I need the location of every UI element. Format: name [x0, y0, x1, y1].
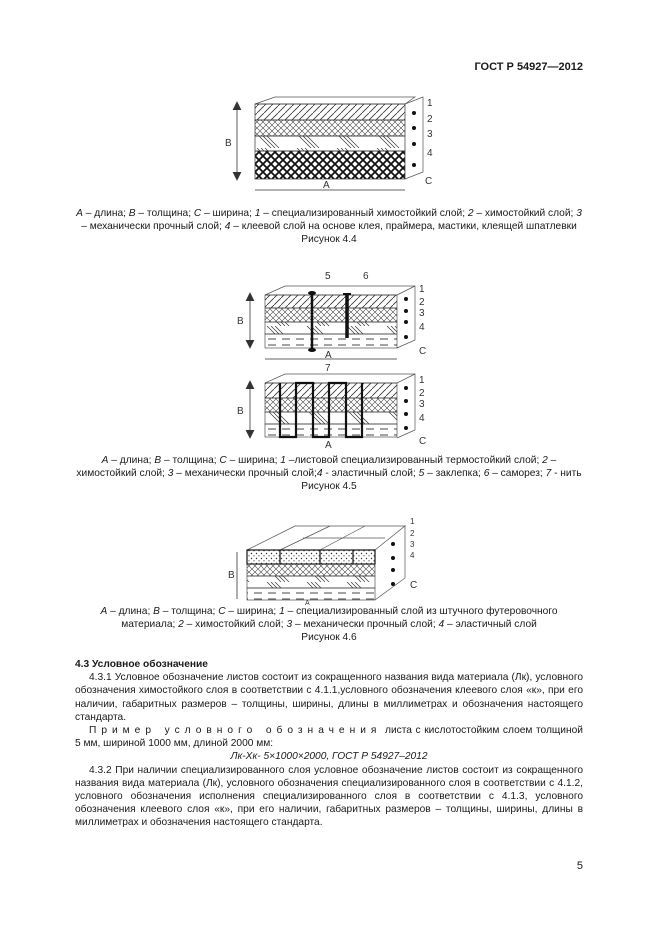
legend-description: – длина;: [107, 606, 154, 617]
legend-key: C: [218, 606, 226, 617]
legend-description: – саморез;: [489, 468, 546, 479]
legend-description: - эластичный слой;: [322, 468, 419, 479]
dimension-label-c: C: [425, 176, 433, 187]
layer-label-4: 4: [410, 551, 415, 560]
dimension-label-b: B: [228, 570, 235, 581]
legend-description: – заклепка;: [424, 468, 484, 479]
layer-label-3: 3: [419, 308, 425, 319]
legend-key: A: [100, 606, 108, 617]
legend-key: 1: [254, 208, 261, 219]
legend-description: –листовой специализированный термостойкий слой;: [285, 455, 543, 466]
layer-label-4: 4: [419, 413, 425, 424]
dimension-label-a: A: [325, 350, 332, 361]
layer-label-2: 2: [427, 114, 433, 125]
paragraph-4-3-2: 4.3.2 При наличии специализированного слоя условное обозначение листов состоит из сокращенного названия вида материала (Лк), условного обозначения специализированного слоя в соответствии с 4.1.2, условного обозначения исполнения специализированного слоя в соответствии с 4.1.3, условного обозначения клеевого слоя «к», при его наличии, габаритных размеров – толщины, ширины, длины в миллиметрах и обозначения настоящего стандарта.: [75, 764, 583, 829]
layer-label-3: 3: [427, 129, 433, 140]
figure-number: Рисунок 4.5: [301, 481, 357, 492]
example-text: листа с кислотостойким слоем толщиной 5 мм, шириной 1000 мм, длиной 2000 мм:: [75, 725, 583, 750]
legend-description: – клеевой слой на основе клея, праймера, мастики, клеящей шпатлевки: [230, 221, 577, 232]
legend-key: A: [76, 208, 83, 219]
legend-description: – длина;: [82, 208, 129, 219]
legend-key: 4: [316, 468, 323, 479]
layer-label-1: 1: [419, 375, 425, 386]
dimension-label-b: B: [225, 138, 232, 149]
section-heading: 4.3 Условное обозначение: [75, 659, 208, 670]
legend-key: 1: [279, 606, 285, 617]
figure-number: Рисунок 4.6: [301, 632, 357, 643]
legend-key: B: [153, 606, 160, 617]
layer-label-4: 4: [427, 148, 433, 159]
figure-4-6-caption: [75, 605, 583, 644]
legend-description: – механически прочный слой;: [292, 619, 439, 630]
figure-number: Рисунок 4.4: [301, 234, 357, 245]
dimension-label-b: B: [237, 316, 244, 327]
paragraph-4-3-1: 4.3.1 Условное обозначение листов состоит из сокращенного названия вида материала (Лк), условного обозначения химостойкого слоя в соответствии с 4.1.1,условного обозначения клеевого слоя «к», при его наличии, габаритных размеров – толщины, ширины, длины в миллиметрах и обозначения настоящего стандарта.: [75, 672, 583, 723]
figure-4-6-drawing: [225, 512, 440, 607]
legend-key: C: [219, 455, 227, 466]
legend-description: – специализированный слой из штучного футеровочного материала;: [121, 606, 558, 630]
layer-label-4: 4: [419, 322, 425, 333]
designation-example: Лк-Хк- 5×1000×2000, ГОСТ Р 54927–2012: [230, 751, 428, 763]
figure-4-5-drawing: [225, 270, 445, 450]
layer-label-1: 1: [410, 517, 415, 526]
legend-key: 4: [224, 221, 231, 232]
layer-label-1: 1: [419, 284, 425, 295]
legend-description: - нить: [551, 468, 582, 479]
layer-label-2: 2: [419, 388, 425, 399]
legend-description: – ширина;: [226, 455, 281, 466]
section-4-3: [75, 658, 583, 830]
legend-key: 3: [576, 208, 582, 219]
figure-4-4-drawing: [215, 92, 450, 197]
document-code: ГОСТ Р 54927—2012: [474, 61, 583, 73]
legend-key: C: [193, 208, 202, 219]
legend-key: 2: [542, 455, 548, 466]
callout-label-6: 6: [363, 271, 369, 282]
legend-description: – толщина;: [159, 606, 219, 617]
legend-key: 1: [280, 455, 286, 466]
legend-key: B: [154, 455, 162, 466]
legend-description: – толщина;: [135, 208, 194, 219]
legend-description: – химостойкий слой;: [183, 619, 287, 630]
legend-key: 2: [467, 208, 474, 219]
dimension-label-a: A: [325, 440, 332, 450]
layer-label-2: 2: [410, 529, 415, 538]
legend-description: – толщина;: [161, 455, 220, 466]
legend-key: 5: [418, 468, 425, 479]
layer-label-2: 2: [419, 297, 425, 308]
legend-key: 2: [178, 619, 184, 630]
dimension-label-c: C: [419, 436, 427, 447]
legend-key: 3: [286, 619, 293, 630]
legend-description: – химостойкий слой;: [76, 455, 557, 479]
layer-label-3: 3: [410, 540, 415, 549]
dimension-label-c: C: [419, 346, 427, 357]
layer-label-1: 1: [427, 98, 433, 109]
dimension-label-a: A: [323, 180, 330, 191]
legend-description: – механически прочный слой;: [81, 221, 225, 232]
legend-description: – химостойкий слой;: [473, 208, 577, 219]
legend-description: – специализированный химостойкий слой;: [260, 208, 468, 219]
page-number: 5: [576, 860, 583, 872]
figure-4-4-caption: [75, 207, 583, 246]
layer-label-3: 3: [419, 399, 425, 410]
dimension-label-c: C: [410, 580, 418, 591]
legend-key: 7: [545, 468, 552, 479]
figure-4-5-caption: [75, 454, 583, 493]
legend-description: – эластичный слой: [444, 619, 537, 630]
legend-description: – механически прочный слой;: [173, 468, 317, 479]
legend-key: 3: [167, 468, 174, 479]
legend-key: A: [101, 455, 109, 466]
dimension-label-a: A: [305, 600, 310, 607]
legend-description: – длина;: [108, 455, 155, 466]
legend-description: – ширина;: [225, 606, 280, 617]
example-paragraph: [75, 724, 583, 750]
callout-label-7: 7: [325, 363, 331, 374]
legend-key: B: [128, 208, 136, 219]
legend-description: – ширина;: [201, 208, 255, 219]
dimension-label-b: B: [237, 406, 244, 417]
callout-label-5: 5: [325, 271, 331, 282]
legend-key: 6: [483, 468, 490, 479]
example-label: Пример условного обозначения: [89, 725, 382, 737]
legend-key: 4: [438, 619, 445, 630]
